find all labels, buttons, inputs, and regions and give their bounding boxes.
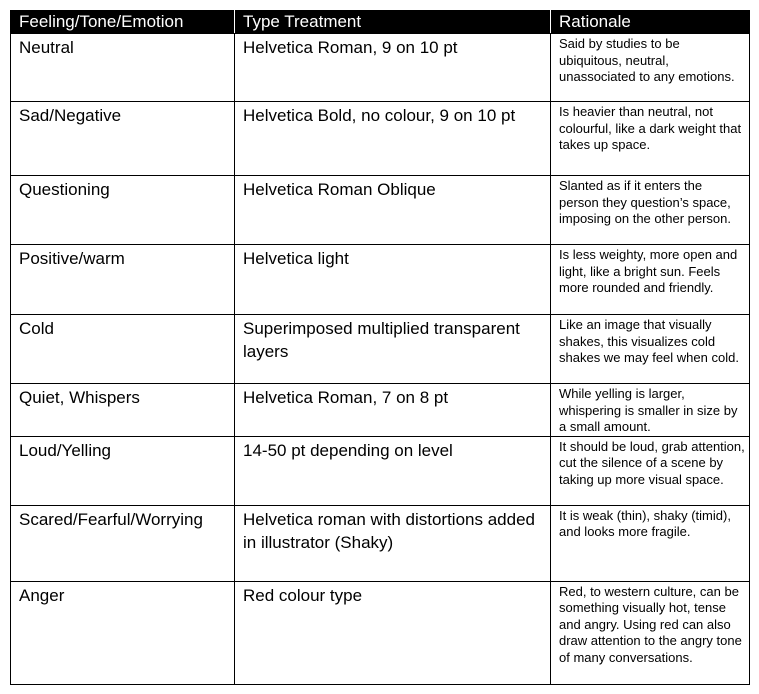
emotion-type-table [10, 10, 750, 685]
rationale-cell: Said by studies to be ubiquitous, neutral, unassociated to any emotions. [551, 34, 750, 102]
feeling-cell: Neutral [11, 34, 235, 102]
header-type-treatment: Type Treatment [235, 11, 551, 34]
feeling-cell: Loud/Yelling [11, 436, 235, 505]
feeling-cell: Sad/Negative [11, 102, 235, 176]
rationale-cell: Red, to western culture, can be something visually hot, tense and angry. Using red can also draw attention to the angry tone of many conversations. [551, 581, 750, 684]
feeling-cell: Questioning [11, 176, 235, 245]
table-row [11, 505, 750, 581]
rationale-cell: Slanted as if it enters the person they question’s space, imposing on the other person. [551, 176, 750, 245]
feeling-cell: Quiet, Whispers [11, 384, 235, 437]
treatment-cell: Helvetica Bold, no colour, 9 on 10 pt [235, 102, 551, 176]
rationale-cell: It is weak (thin), shaky (timid), and looks more fragile. [551, 505, 750, 581]
table-row [11, 581, 750, 684]
table-row [11, 436, 750, 505]
rationale-cell: It should be loud, grab attention, cut the silence of a scene by taking up more visual space. [551, 436, 750, 505]
table-row [11, 245, 750, 315]
header-rationale: Rationale [551, 11, 750, 34]
feeling-cell: Cold [11, 315, 235, 384]
treatment-cell: Helvetica roman with distortions added in illustrator (Shaky) [235, 505, 551, 581]
treatment-cell: Superimposed multiplied transparent layers [235, 315, 551, 384]
document-page [10, 10, 749, 685]
header-feeling: Feeling/Tone/Emotion [11, 11, 235, 34]
rationale-cell: Like an image that visually shakes, this visualizes cold shakes we may feel when cold. [551, 315, 750, 384]
feeling-cell: Scared/Fearful/Worrying [11, 505, 235, 581]
table-row [11, 176, 750, 245]
treatment-cell: Helvetica Roman Oblique [235, 176, 551, 245]
feeling-cell: Positive/warm [11, 245, 235, 315]
treatment-cell: Red colour type [235, 581, 551, 684]
table-row [11, 384, 750, 437]
feeling-cell: Anger [11, 581, 235, 684]
table-row [11, 102, 750, 176]
table-row [11, 315, 750, 384]
treatment-cell: Helvetica light [235, 245, 551, 315]
table-row [11, 34, 750, 102]
treatment-cell: 14-50 pt depending on level [235, 436, 551, 505]
table-header-row [11, 11, 750, 34]
treatment-cell: Helvetica Roman, 9 on 10 pt [235, 34, 551, 102]
rationale-cell: Is heavier than neutral, not colourful, like a dark weight that takes up space. [551, 102, 750, 176]
rationale-cell: While yelling is larger, whispering is smaller in size by a small amount. [551, 384, 750, 437]
treatment-cell: Helvetica Roman, 7 on 8 pt [235, 384, 551, 437]
rationale-cell: Is less weighty, more open and light, like a bright sun. Feels more rounded and friendly. [551, 245, 750, 315]
